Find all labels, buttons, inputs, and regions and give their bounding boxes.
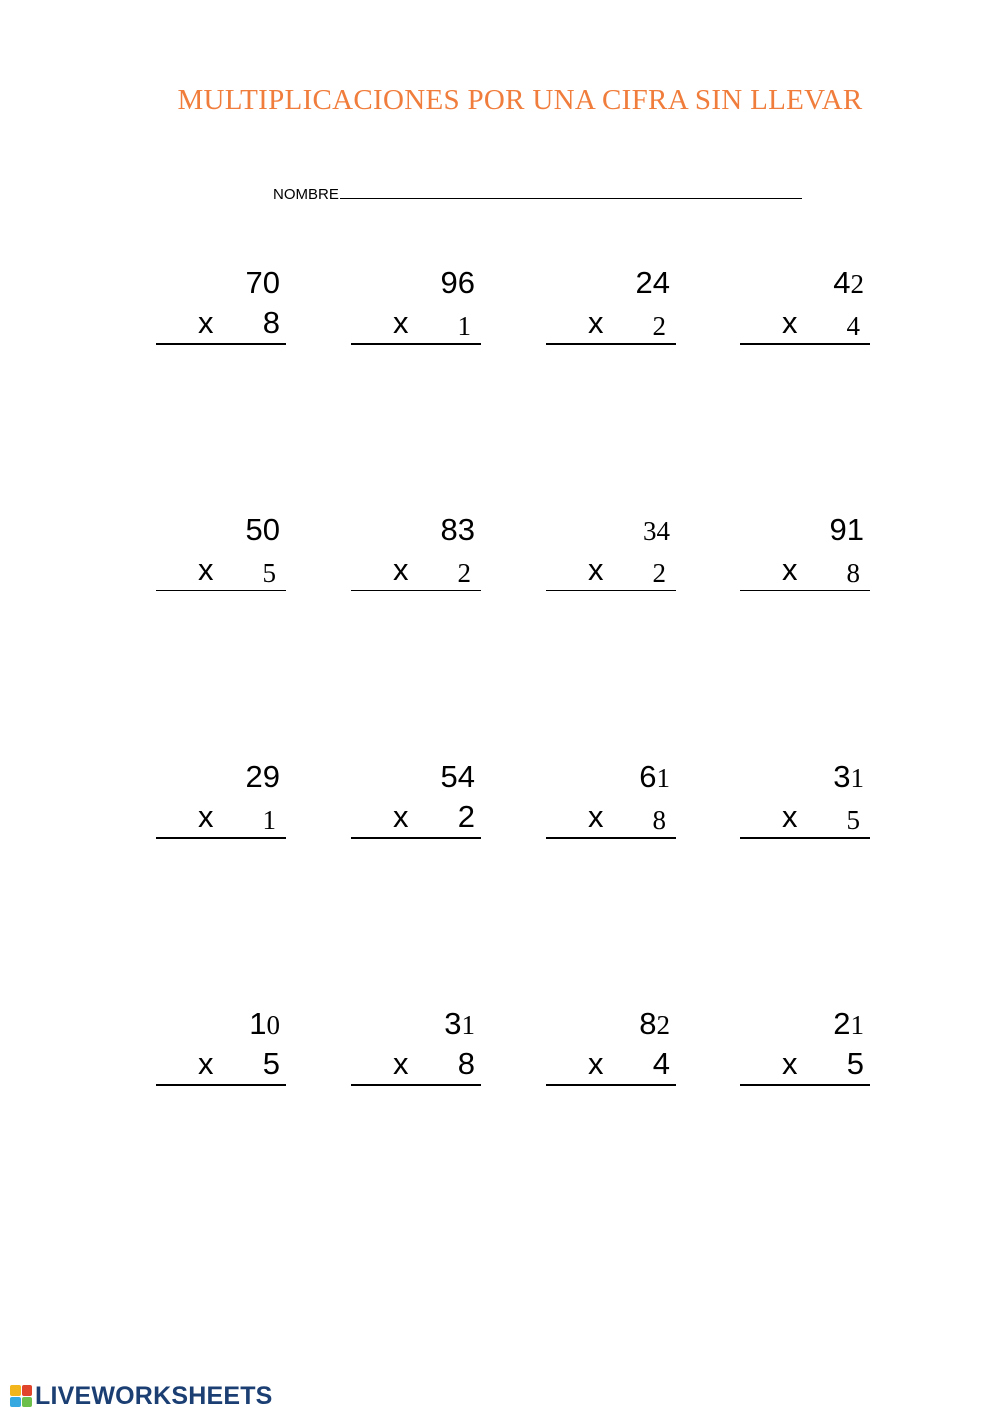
times-sign: x	[198, 799, 214, 834]
multiplication-problem	[546, 266, 676, 356]
multiplier: 2	[457, 558, 471, 588]
multiplicand	[639, 760, 670, 795]
multiplication-problem	[156, 266, 286, 356]
multiplier: 5	[262, 1046, 280, 1081]
multiplier: 2	[652, 311, 666, 341]
answer-line	[156, 343, 286, 345]
multiplication-problem	[546, 760, 676, 850]
multiplicand	[246, 760, 280, 795]
multiplier: 5	[262, 558, 276, 588]
multiplicand	[639, 1007, 670, 1042]
multiplicand	[441, 266, 475, 301]
multiplication-problem	[156, 1007, 286, 1097]
multiplicand-digits: 70	[245, 265, 280, 300]
multiplication-problem	[740, 513, 870, 603]
multiplicand	[444, 1007, 475, 1042]
multiplicand	[246, 513, 280, 548]
name-input-line[interactable]	[340, 184, 802, 199]
multiplication-problem	[351, 1007, 481, 1097]
answer-line	[740, 837, 870, 839]
times-sign: x	[782, 305, 798, 340]
multiplicand-digits: 6	[639, 759, 657, 794]
multiplicand-digits: 91	[829, 512, 864, 547]
brand-text: LIVEWORKSHEETS	[35, 1381, 273, 1410]
multiplier: 5	[846, 805, 860, 835]
multiplicand-digits: 83	[440, 512, 475, 547]
liveworksheets-logo	[10, 1383, 273, 1409]
times-sign: x	[393, 552, 409, 587]
multiplicand	[441, 513, 475, 548]
multiplicand-digits: 96	[440, 265, 475, 300]
multiplier: 2	[652, 558, 666, 588]
multiplication-problem	[156, 513, 286, 603]
logo-mark-icon	[10, 1385, 32, 1407]
name-field	[273, 184, 802, 203]
multiplicand-answer-digit[interactable]: 2	[850, 269, 864, 299]
multiplicand-answer-digit[interactable]: 0	[266, 1010, 280, 1040]
multiplicand-digits: 4	[833, 265, 851, 300]
multiplicand-digits: 1	[249, 1006, 267, 1041]
multiplicand	[246, 266, 280, 301]
multiplier: 5	[846, 1046, 864, 1081]
multiplicand	[833, 760, 864, 795]
multiplicand-digits: 3	[444, 1006, 462, 1041]
multiplication-problem	[740, 760, 870, 850]
times-sign: x	[198, 305, 214, 340]
answer-line	[351, 1084, 481, 1086]
answer-line	[740, 1084, 870, 1086]
answer-line	[546, 590, 676, 591]
multiplier: 4	[652, 1046, 670, 1081]
multiplier: 1	[262, 805, 276, 835]
times-sign: x	[588, 305, 604, 340]
multiplicand-digits: 29	[245, 759, 280, 794]
times-sign: x	[588, 552, 604, 587]
multiplication-problem	[740, 1007, 870, 1097]
multiplication-problem	[351, 513, 481, 603]
times-sign: x	[393, 799, 409, 834]
times-sign: x	[393, 1046, 409, 1081]
times-sign: x	[782, 1046, 798, 1081]
times-sign: x	[588, 799, 604, 834]
multiplicand-answer-digit[interactable]: 1	[656, 763, 670, 793]
multiplier: 8	[262, 305, 280, 340]
answer-line	[156, 1084, 286, 1086]
answer-line	[156, 590, 286, 591]
multiplicand-digits: 3	[833, 759, 851, 794]
times-sign: x	[782, 552, 798, 587]
multiplicand-answer-digit[interactable]: 34	[643, 516, 670, 546]
multiplier: 8	[652, 805, 666, 835]
multiplicand-digits: 8	[639, 1006, 657, 1041]
multiplicand	[249, 1007, 280, 1042]
multiplier: 8	[846, 558, 860, 588]
multiplication-problem	[351, 760, 481, 850]
times-sign: x	[782, 799, 798, 834]
multiplicand	[636, 266, 670, 301]
page-title: MULTIPLICACIONES POR UNA CIFRA SIN LLEVAR	[177, 84, 863, 116]
multiplicand	[833, 1007, 864, 1042]
multiplicand	[833, 266, 864, 301]
multiplication-problem	[546, 1007, 676, 1097]
multiplicand-answer-digit[interactable]: 1	[850, 763, 864, 793]
multiplicand	[643, 513, 670, 548]
multiplier: 2	[457, 799, 475, 834]
multiplication-problem	[351, 266, 481, 356]
multiplier: 1	[457, 311, 471, 341]
multiplication-problem	[546, 513, 676, 603]
multiplicand-answer-digit[interactable]: 2	[656, 1010, 670, 1040]
answer-line	[156, 837, 286, 839]
answer-line	[351, 837, 481, 839]
answer-line	[740, 343, 870, 345]
answer-line	[546, 1084, 676, 1086]
multiplicand-digits: 50	[245, 512, 280, 547]
times-sign: x	[393, 305, 409, 340]
multiplicand-digits: 54	[440, 759, 475, 794]
answer-line	[546, 343, 676, 345]
times-sign: x	[198, 552, 214, 587]
answer-line	[351, 343, 481, 345]
multiplier: 4	[846, 311, 860, 341]
multiplicand	[830, 513, 864, 548]
name-label: NOMBRE	[273, 186, 339, 203]
times-sign: x	[198, 1046, 214, 1081]
multiplication-problem	[740, 266, 870, 356]
multiplicand-digits: 24	[635, 265, 670, 300]
multiplier: 8	[457, 1046, 475, 1081]
multiplicand-digits: 2	[833, 1006, 851, 1041]
multiplicand-answer-digit[interactable]: 1	[461, 1010, 475, 1040]
times-sign: x	[588, 1046, 604, 1081]
multiplicand	[441, 760, 475, 795]
multiplication-problem	[156, 760, 286, 850]
multiplicand-answer-digit[interactable]: 1	[850, 1010, 864, 1040]
answer-line	[351, 590, 481, 591]
answer-line	[740, 590, 870, 591]
answer-line	[546, 837, 676, 839]
